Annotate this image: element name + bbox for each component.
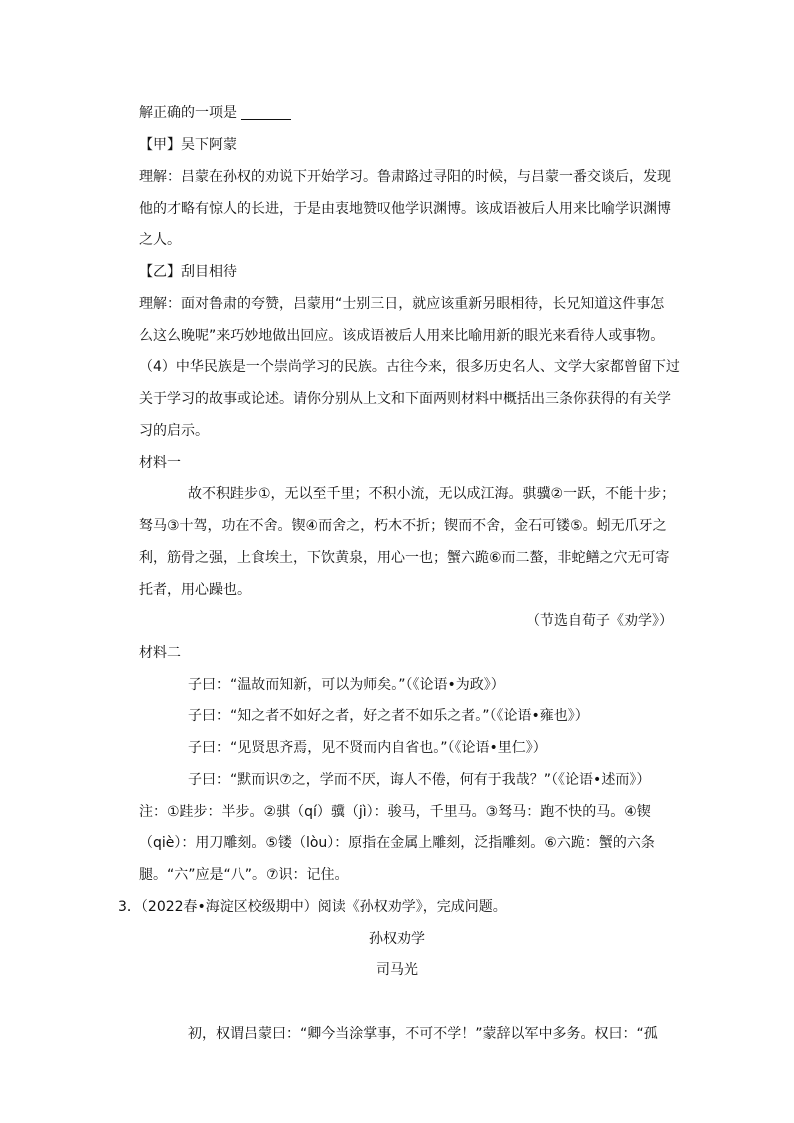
answer-blank[interactable] xyxy=(241,105,291,120)
material-2-quote-2: 子曰：“知之者不如好之者，好之者不如乐之者。”（《论语•雍也》） xyxy=(188,708,589,724)
question-prompt-line: 解正确的一项是 xyxy=(139,103,291,123)
notes-line-3: 腿。“六”应是“八”。⑦识：记住。 xyxy=(139,867,349,883)
option-jia-heading: 【甲】吴下阿蒙 xyxy=(139,137,237,153)
material-2-quote-4: 子曰：“默而识⑦之，学而不厌，诲人不倦，何有于我哉？”（《论语•述而》） xyxy=(188,772,651,788)
option-jia-explanation-line-2: 他的才略有惊人的长进，于是由衷地赞叹他学识渊博。该成语被后人用来比喻学识渊博 xyxy=(139,201,671,217)
question-4-line-3: 习的启示。 xyxy=(139,423,209,439)
option-yi-explanation-line-2: 么这么晚呢”来巧妙地做出回应。该成语被后人用来比喻用新的眼光来看待人或事物。 xyxy=(139,328,665,344)
material-1-text-line-3: 利，筋骨之强，上食埃土，下饮黄泉，用心一也；蟹六跪⑥而二螯，非蛇鳝之穴无可寄 xyxy=(139,550,670,566)
passage-author: 司马光 xyxy=(376,962,418,978)
passage-title: 孙权劝学 xyxy=(369,931,425,947)
material-1-source: （节选自荀子《劝学》） xyxy=(526,613,673,629)
material-2-quote-1: 子曰：“温故而知新，可以为师矣。”（《论语•为政》） xyxy=(188,677,505,693)
material-1-text-line-4: 托者，用心躁也。 xyxy=(139,582,251,598)
passage-text-line-1: 初，权谓吕蒙曰：“卿今当涂掌事，不可不学！”蒙辞以军中多务。权曰：“孤 xyxy=(188,1026,658,1042)
material-2-quote-3: 子曰：“见贤思齐焉，见不贤而内自省也。”（《论语•里仁》） xyxy=(188,740,547,756)
question-3-heading: 3．（2022春•海淀区校级期中）阅读《孙权劝学》，完成问题。 xyxy=(118,899,507,915)
question-4-line-1: （4）中华民族是一个崇尚学习的民族。古往今来，很多历史名人、文学大家都曾留下过 xyxy=(139,359,680,375)
material-1-text-line-2: 驽马③十驾，功在不舍。锲④而舍之，朽木不折；锲而不舍，金石可镂⑤。蚓无爪牙之 xyxy=(139,518,667,534)
option-yi-explanation-line-1: 理解：面对鲁肃的夸赞，吕蒙用“士别三日，就应该重新另眼相待，长兄知道这件事怎 xyxy=(139,296,665,312)
option-yi-heading: 【乙】刮目相待 xyxy=(139,264,237,280)
notes-line-1: 注：①跬步：半步。②骐（qí）骥（jì）：骏马，千里马。③驽马：跑不快的马。④锲 xyxy=(139,804,651,820)
material-2-heading: 材料二 xyxy=(139,645,181,661)
question-4-line-2: 关于学习的故事或论述。请你分别从上文和下面两则材料中概括出三条你获得的有关学 xyxy=(139,391,671,407)
option-jia-explanation-line-1: 理解：吕蒙在孙权的劝说下开始学习。鲁肃路过寻阳的时候，与吕蒙一番交谈后，发现 xyxy=(139,169,671,185)
option-jia-explanation-line-3: 之人。 xyxy=(139,232,181,248)
material-1-heading: 材料一 xyxy=(139,455,181,471)
material-1-text-line-1: 故不积跬步①，无以至千里；不积小流，无以成江海。骐骥②一跃，不能十步； xyxy=(188,486,676,502)
notes-line-2: （qiè）：用刀雕刻。⑤镂（lòu）：原指在金属上雕刻，泛指雕刻。⑥六跪：蟹的六条 xyxy=(139,835,655,851)
